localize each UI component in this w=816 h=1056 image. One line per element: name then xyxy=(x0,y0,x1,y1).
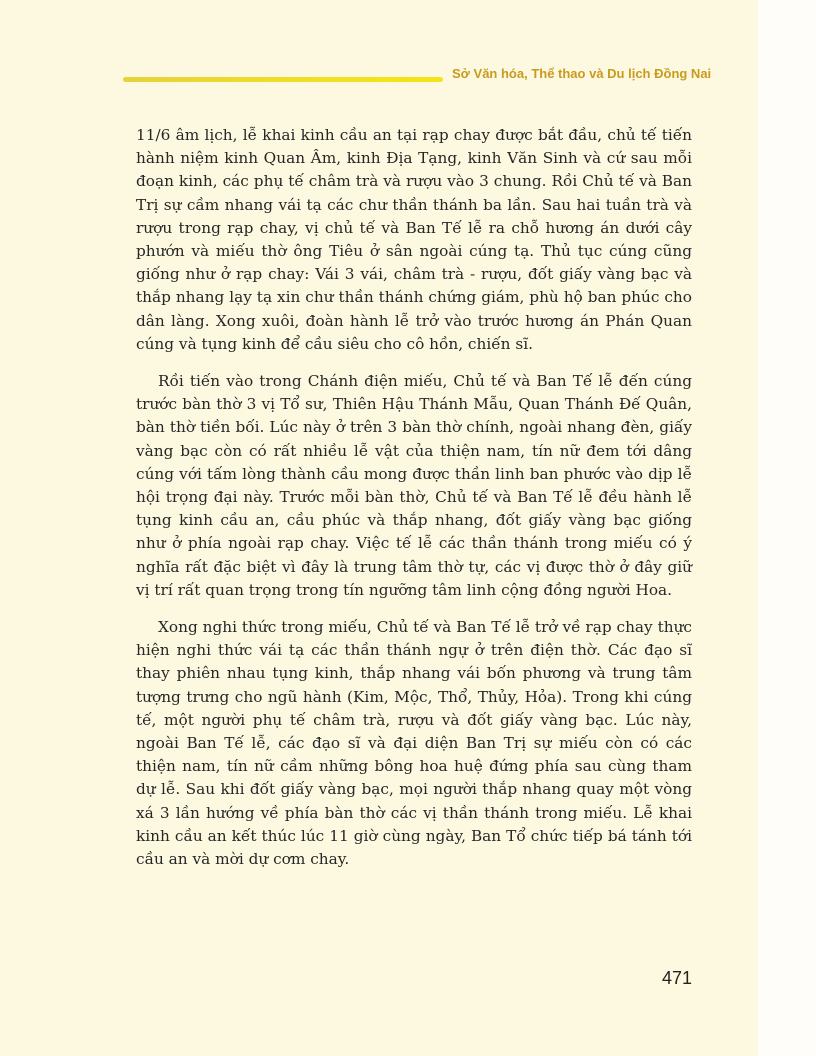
page-number: 471 xyxy=(661,968,692,988)
paragraph: Rồi tiến vào trong Chánh điện miếu, Chủ tế và Ban Tế lễ đến cúng trước bàn thờ 3 vị Tổ sư, Thiên Hậu Thánh Mẫu, Quan Thánh Đế Quân, bàn thờ tiền bối. Lúc này ở trên 3 bàn thờ chính, ngoài nhang đèn, giấy vàng bạc còn có rất nhiều lễ vật của thiện nam, tín nữ đem tới dâng cúng với tấm lòng thành cầu mong được thần linh ban phước vào dịp lễ hội trọng đại này. Trước mỗi bàn thờ, Chủ tế và Ban Tế lễ đều hành lễ tụng kinh cầu an, cầu phúc và thắp nhang, đốt giấy vàng bạc giống như ở phía ngoài rạp chay. Việc tế lễ các thần thánh trong miếu có ý nghĩa rất đặc biệt vì đây là trung tâm thờ tự, các vị được thờ ở đây giữ vị trí rất quan trọng trong tín ngưỡng tâm linh cộng đồng người Hoa. xyxy=(136,372,692,599)
paragraph: Xong nghi thức trong miếu, Chủ tế và Ban Tế lễ trở về rạp chay thực hiện nghi thức vái tạ các thần thánh ngự ở trên điện thờ. Các đạo sĩ thay phiên nhau tụng kinh, thắp nhang vái bốn phương và trung tâm tượng trưng cho ngũ hành (Kim, Mộc, Thổ, Thủy, Hỏa). Trong khi cúng tế, một người phụ tế châm trà, rượu và đốt giấy vàng bạc. Lúc này, ngoài Ban Tế lễ, các đạo sĩ và đại diện Ban Trị sự miếu còn có các thiện nam, tín nữ cầm những bông hoa huệ đứng phía sau cùng tham dự lễ. Sau khi đốt giấy vàng bạc, mọi người thắp nhang quay một vòng xá 3 lần hướng về phía bàn thờ các vị thần thánh trong miếu. Lễ khai kinh cầu an kết thúc lúc 11 giờ cùng ngày, Ban Tổ chức tiếp bá tánh tới cầu an và mời dự cơm chay. xyxy=(136,618,692,869)
running-header: Sở Văn hóa, Thể thao và Du lịch Đồng Nai xyxy=(452,66,712,81)
paragraph: 11/6 âm lịch, lễ khai kinh cầu an tại rạp chay được bắt đầu, chủ tế tiến hành niệm kinh Quan Âm, kinh Địa Tạng, kinh Văn Sinh và cứ sau mỗi đoạn kinh, các phụ tế châm trà và rượu vào 3 chung. Rồi Chủ tế và Ban Trị sự cầm nhang vái tạ các chư thần thánh ba lần. Sau hai tuần trà và rượu trong rạp chay, vị chủ tế và Ban Tế lễ ra chỗ hương án dưới cây phướn và miếu thờ ông Tiêu ở sân ngoài cúng tạ. Thủ tục cúng cũng giống như ở rạp chay: Vái 3 vái, châm trà - rượu, đốt giấy vàng bạc và thắp nhang lạy tạ xin chư thần thánh chứng giám, phù hộ ban phúc cho dân làng. Xong xuôi, đoàn hành lễ trở vào trước hương án Phán Quan cúng và tụng kinh để cầu siêu cho cô hồn, chiến sĩ. xyxy=(136,126,692,353)
header-rule xyxy=(123,77,443,82)
body-text xyxy=(136,124,692,885)
page-edge-margin xyxy=(758,0,816,1056)
